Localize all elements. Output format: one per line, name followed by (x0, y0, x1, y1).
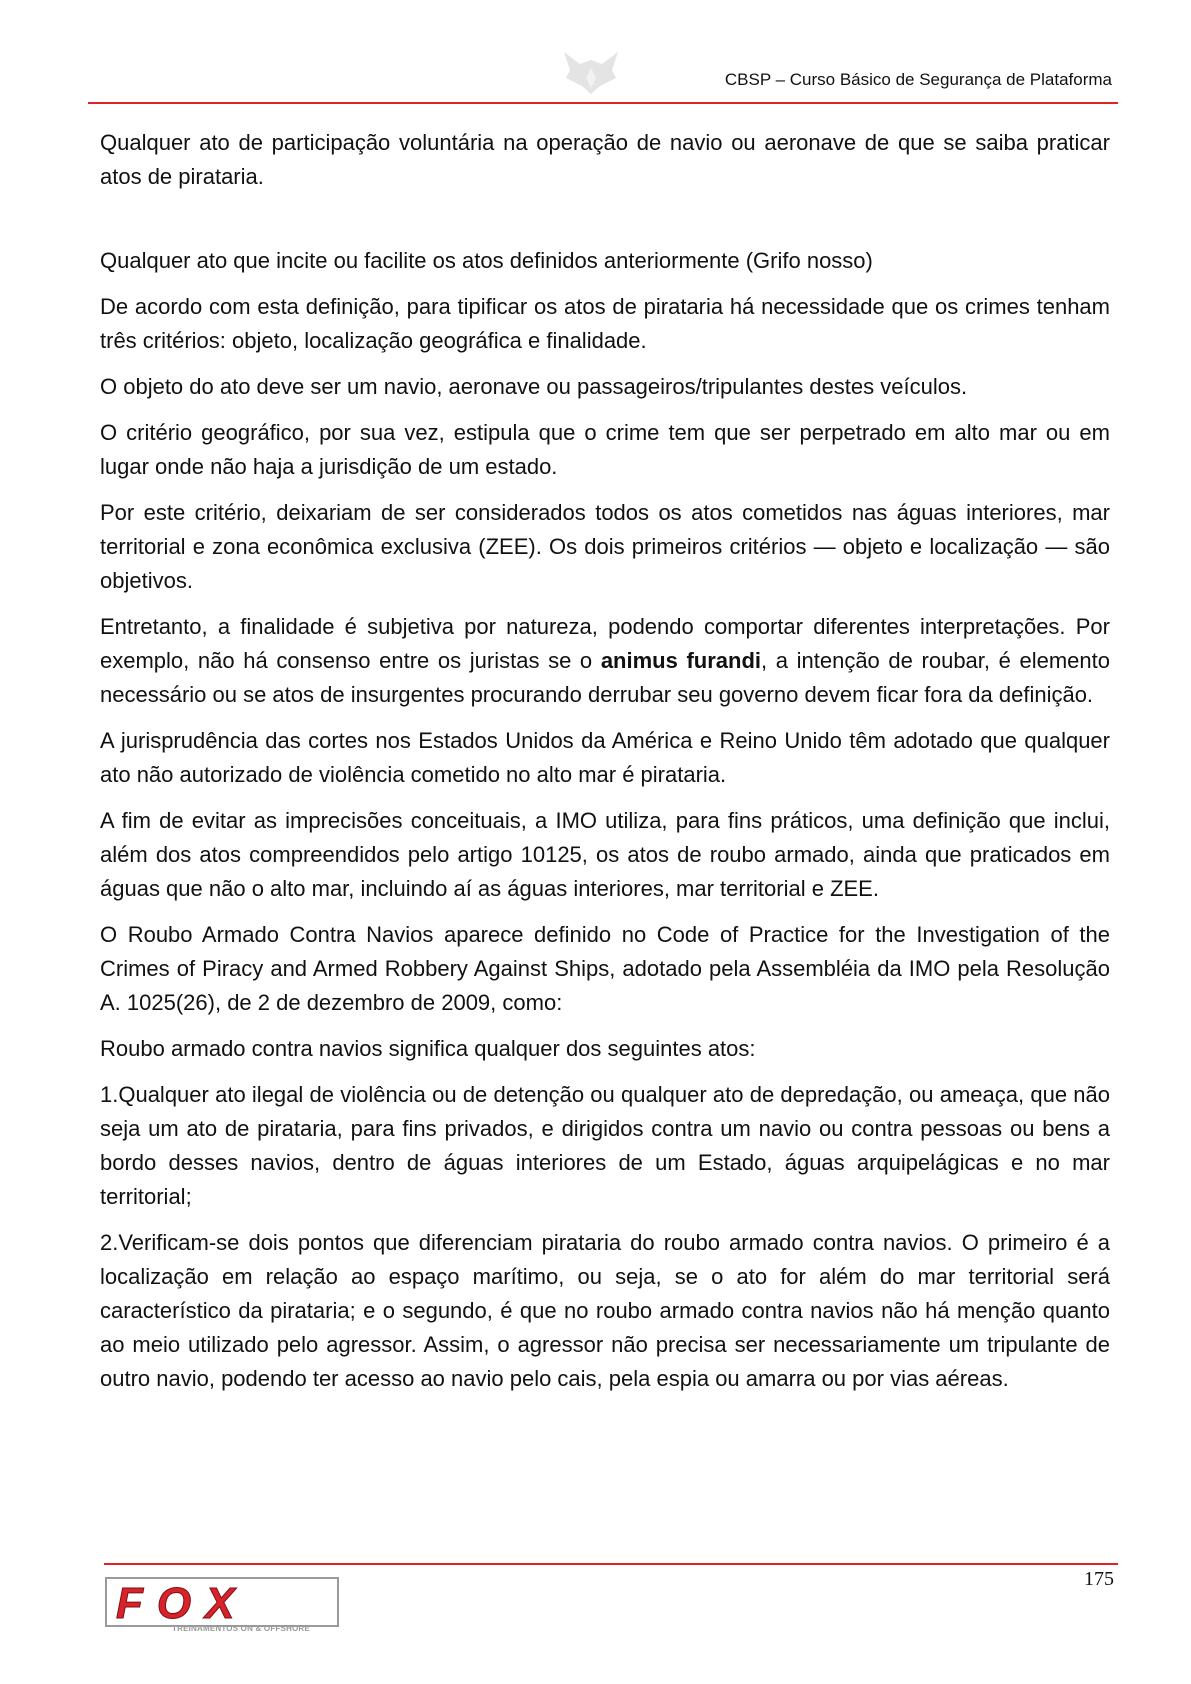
paragraph-text-after: , a intenção de roubar, é elemento necessário ou se atos de insurgentes procurando derrubar seu governo devem ficar fora da definição. (100, 648, 1111, 707)
header-title: CBSP – Curso Básico de Segurança de Plataforma (724, 70, 1112, 89)
paragraph-animus-furandi (100, 610, 1110, 712)
fox-logo-tagline: TREINAMENTOS ON & OFFSHORE (172, 1624, 310, 1633)
body-text (100, 126, 1110, 1408)
paragraph: Por este critério, deixariam de ser considerados todos os atos cometidos nas águas interiores, mar territorial e zona econômica exclusiva (ZEE). Os dois primeiros critérios — objeto e localização — são objetivos. (100, 500, 1110, 593)
paragraph: De acordo com esta definição, para tipificar os atos de pirataria há necessidade que os crimes tenham três critérios: objeto, localização geográfica e finalidade. (100, 294, 1110, 353)
footer-divider (104, 1563, 1118, 1565)
bold-term: animus furandi (600, 648, 762, 673)
paragraph: Roubo armado contra navios significa qualquer dos seguintes atos: (100, 1036, 756, 1061)
paragraph: Qualquer ato de participação voluntária na operação de navio ou aeronave de que se saiba praticar atos de pirataria. (100, 130, 1110, 189)
paragraph-text-before: Entretanto, a finalidade é subjetiva por natureza, podendo comportar diferentes interpretações. Por exemplo, não há consenso entre os juristas se o (100, 614, 1110, 673)
page-number: 175 (1084, 1568, 1114, 1590)
paragraph: Qualquer ato que incite ou facilite os atos definidos anteriormente (Grifo nosso) (100, 248, 873, 273)
paragraph: O objeto do ato deve ser um navio, aeronave ou passageiros/tripulantes destes veículos. (100, 374, 968, 399)
paragraph: O Roubo Armado Contra Navios aparece definido no Code of Practice for the Investigation of the Crimes of Piracy and Armed Robbery Against Ships, adotado pela Assembléia da IMO pela Resolução A. 1025(26), de 2 de dezembro de 2009, como: (100, 922, 1110, 1015)
fox-logo-wordmark: FOX (116, 1579, 249, 1628)
paragraph: A fim de evitar as imprecisões conceituais, a IMO utiliza, para fins práticos, uma definição que inclui, além dos atos compreendidos pelo artigo 10125, os atos de roubo armado, ainda que praticados em águas que não o alto mar, incluindo aí as águas interiores, mar territorial e ZEE. (100, 808, 1110, 901)
list-item-1: 1.Qualquer ato ilegal de violência ou de detenção ou qualquer ato de depredação, ou ameaça, que não seja um ato de pirataria, para fins privados, e dirigidos contra um navio ou contra pessoas ou bens a bordo desses navios, dentro de águas interiores de um Estado, águas arquipelágicas e no mar territorial; (100, 1082, 1110, 1209)
list-item-2: 2.Verificam-se dois pontos que diferenciam pirataria do roubo armado contra navios. O primeiro é a localização em relação ao espaço marítimo, ou seja, se o ato for além do mar territorial será característico da pirataria; e o segundo, é que no roubo armado contra navios não há menção quanto ao meio utilizado pelo agressor. Assim, o agressor não precisa ser necessariamente um tripulante de outro navio, podendo ter acesso ao navio pelo cais, pela espia ou amarra ou por vias aéreas. (100, 1230, 1110, 1391)
paragraph: A jurisprudência das cortes nos Estados Unidos da América e Reino Unido têm adotado que qualquer ato não autorizado de violência cometido no alto mar é pirataria. (100, 728, 1110, 787)
header-divider (88, 102, 1118, 104)
paragraph: O critério geográfico, por sua vez, estipula que o crime tem que ser perpetrado em alto mar ou em lugar onde não haja a jurisdição de um estado. (100, 420, 1110, 479)
fox-head-watermark-icon (560, 48, 622, 96)
